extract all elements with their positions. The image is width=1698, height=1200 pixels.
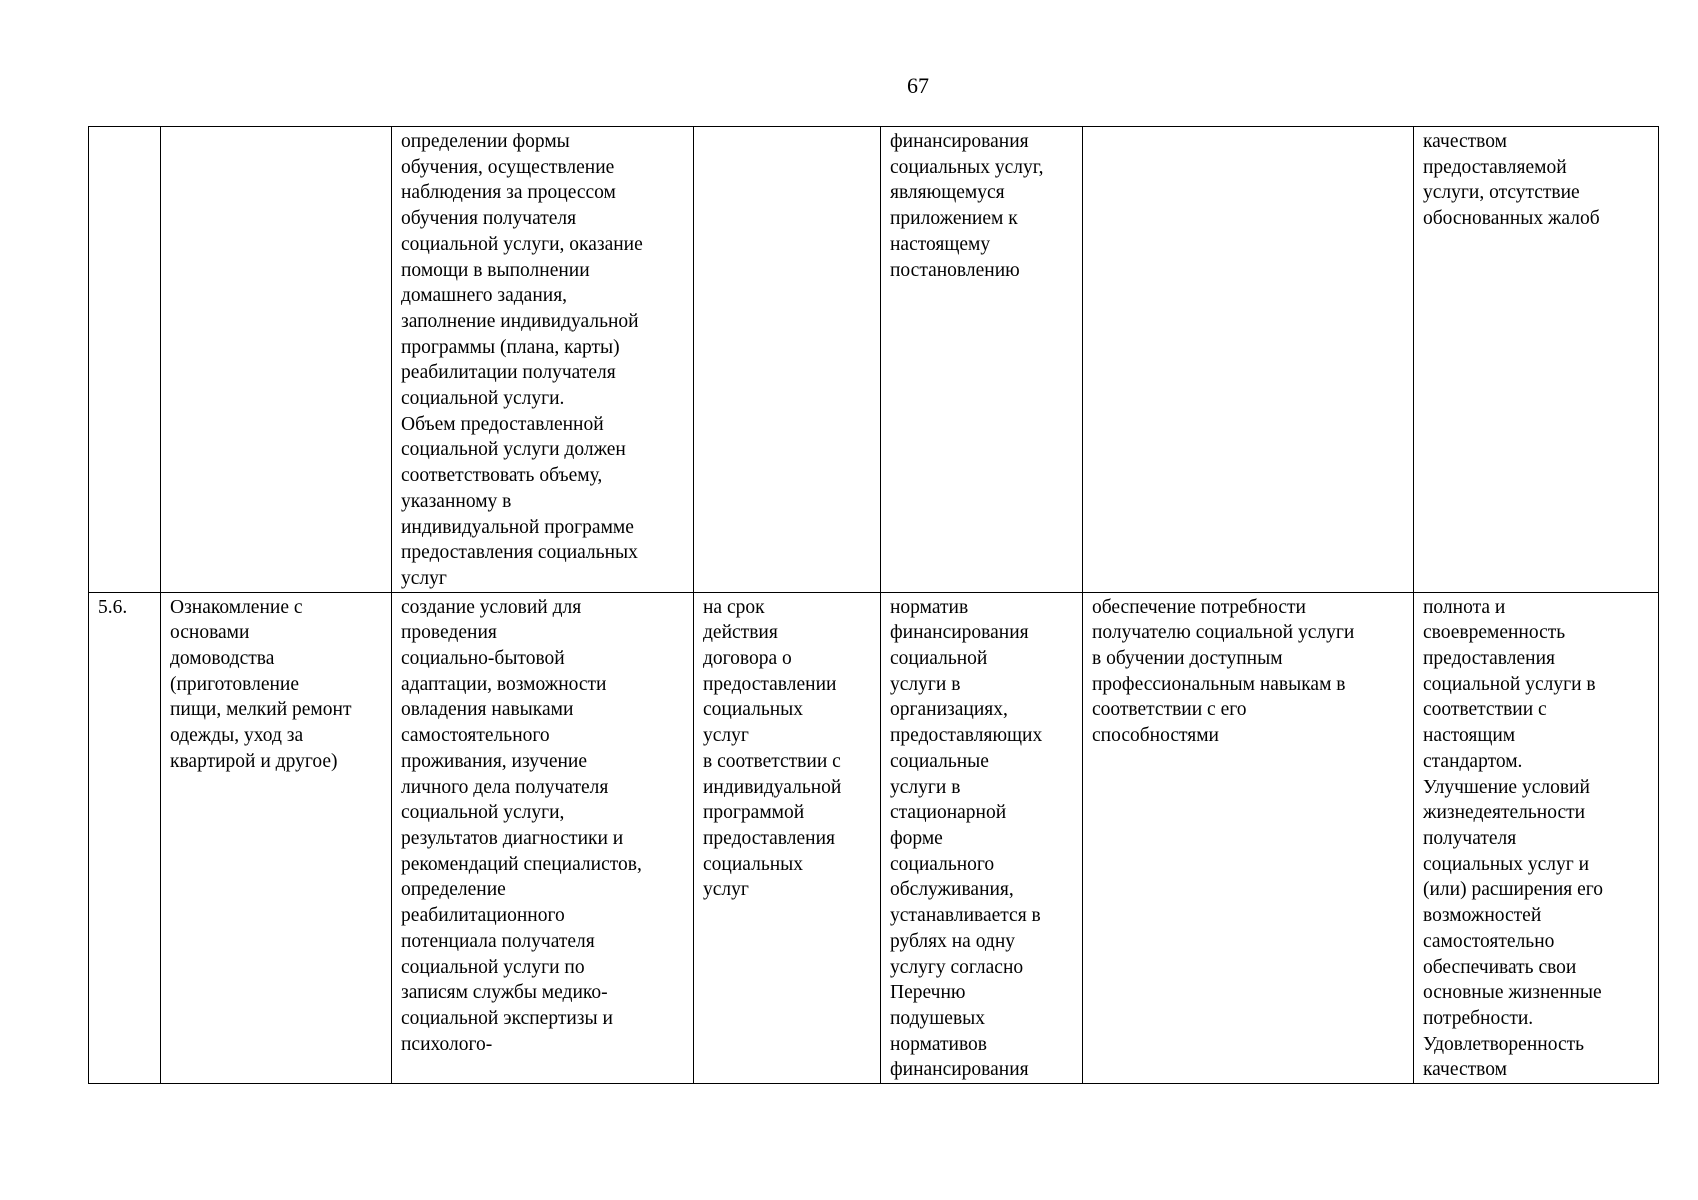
- cell-service-name: Ознакомление с основами домоводства (приготовление пищи, мелкий ремонт одежды, уход за квартирой и другое): [161, 592, 392, 1083]
- cell-quality-indicators: качеством предоставляемой услуги, отсутствие обоснованных жалоб: [1414, 127, 1659, 593]
- table-row-continuation: [89, 127, 1659, 593]
- cell-provision-conditions: [1083, 127, 1414, 593]
- cell-number: 5.6.: [89, 592, 161, 1083]
- cell-service-term: [694, 127, 881, 593]
- cell-funding-norm: норматив финансирования социальной услуги в организациях, предоставляющих социальные услуги в стационарной форме социального обслуживания, устанавливается в рублях на одну услугу согласно Перечню подушевых нормативов финансирования: [881, 592, 1083, 1083]
- page-number: 67: [907, 73, 929, 98]
- cell-service-content: определении формы обучения, осуществление наблюдения за процессом обучения получателя социальной услуги, оказание помощи в выполнении домашнего задания, заполнение индивидуальной программы (плана, карты) реабилитации получателя социальной услуги. Объем предоставленной социальной услуги должен соответствовать объему, указанному в индивидуальной программе предоставления социальных услуг: [392, 127, 694, 593]
- cell-number: [89, 127, 161, 593]
- cell-service-content: создание условий для проведения социально-бытовой адаптации, возможности овладения навыками самостоятельного проживания, изучение личного дела получателя социальной услуги, результатов диагностики и рекомендаций специалистов, определение реабилитационного потенциала получателя социальной услуги по записям службы медико- социальной экспертизы и психолого-: [392, 592, 694, 1083]
- services-table: [88, 126, 1659, 1084]
- cell-service-name: [161, 127, 392, 593]
- cell-quality-indicators: полнота и своевременность предоставления социальной услуги в соответствии с настоящим стандартом. Улучшение условий жизнедеятельности получателя социальных услуг и (или) расширения его возможностей самостоятельно обеспечивать свои основные жизненные потребности. Удовлетворенность качеством: [1414, 592, 1659, 1083]
- table-row-5-6: [89, 592, 1659, 1083]
- cell-service-term: на срок действия договора о предоставлении социальных услуг в соответствии с индивидуальной программой предоставления социальных услуг: [694, 592, 881, 1083]
- cell-provision-conditions: обеспечение потребности получателю социальной услуги в обучении доступным профессиональным навыкам в соответствии с его способностями: [1083, 592, 1414, 1083]
- cell-funding-norm: финансирования социальных услуг, являющемуся приложением к настоящему постановлению: [881, 127, 1083, 593]
